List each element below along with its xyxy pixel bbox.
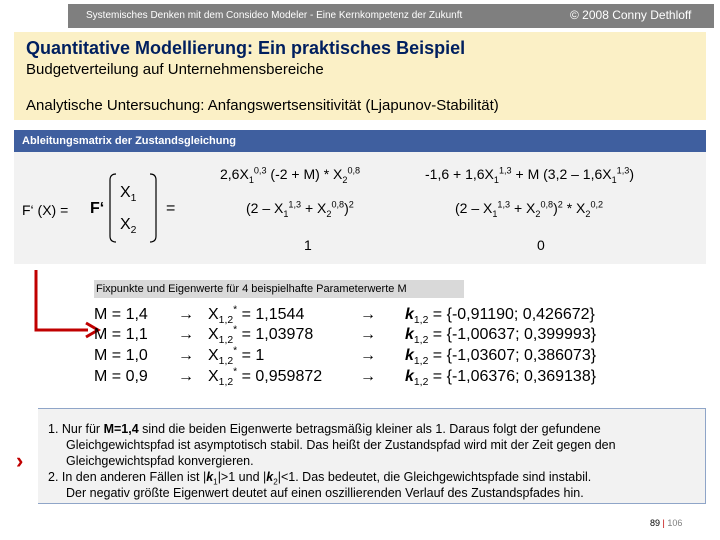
eigenvalues: $k_{1,2} = \{-1,03607$; 0,386073} [405,347,597,368]
vector-x2: $X_2$ [120,216,137,237]
eigenvalues: $k_{1,2} = \{-0,91190$; 0,426672} [405,306,595,327]
right-arrow-icon: → [360,326,376,343]
fixpoint-value: $X_{1,2}^* = 0,959872$ [208,366,323,389]
fprime-symbol: F‘ [90,200,105,217]
matrix-lhs: F‘ (X) = [22,202,69,218]
matrix-a11: $2,6X_1^{0,3}$ $(-2 + M) * X_2^{0,8}$ [220,165,361,185]
matrix-header: Ableitungsmatrix der Zustandsgleichung [22,135,236,147]
right-arrow-icon: → [178,326,194,343]
eigenvalues: $k_{1,2} = \{-1,06376$; 0,369138} [405,368,597,389]
vector-x1: $X_1$ [120,184,137,205]
row-m: M = 0,9 [94,368,148,385]
note-2-line-1: 2. In den anderen Fällen ist $|k_1|>1$ und $|k_2|<1$. Das bedeutet, die Gleichgewichtspfade sind instabil. [48,470,592,487]
matrix-equals: = [166,200,176,217]
arrow-icon [26,268,102,342]
chevron-right-icon: › [16,448,24,473]
right-arrow-icon: → [178,306,194,323]
matrix-a12-denominator: $(2 - X_1^{1,3} + X_2^{0,8})^2 * X_2^{0,2}$ [455,199,604,219]
note-2-line-2: Der negativ größte Eigenwert deutet auf einen oszillierenden Verlauf des Zustandspfades hin. [66,486,584,500]
fixpoints-header: Fixpunkte und Eigenwerte für 4 beispielhafte Parameterwerte M [96,283,407,295]
matrix-a12: $-1,6 + 1,6X_1^{1,3} + M$ $(3,2 - 1,6X_1^{1,3})$ [425,165,634,185]
row-m: M = 1,1 [94,326,148,343]
note-1-line-2: Gleichgewichtspfad ist asymptotisch stabil. Das heißt der Zustandspfad wird mit der Zeit gegen den [66,438,616,452]
eigenvalues: $k_{1,2} = \{-1,00637$; 0,399993} [405,326,597,347]
fixpoint-value: $X_{1,2}^* = 1,1544$ [208,304,305,327]
slide-subtitle: Budgetverteilung auf Unternehmensbereiche [26,61,324,78]
right-arrow-icon: → [178,347,194,364]
right-arrow-icon: → [178,368,194,385]
slide-title: Quantitative Modellierung: Ein praktisches Beispiel [26,38,466,58]
header-subtitle: Systemisches Denken mit dem Consideo Modeler - Eine Kernkompetenz der Zukunft [86,10,463,21]
matrix-a22: 0 [537,237,545,253]
copyright: © 2008 Conny Dethloff [570,8,692,22]
right-arrow-icon: → [360,368,376,385]
note-1-line-1: 1. Nur für M=1,4 sind die beiden Eigenwerte betragsmäßig kleiner als 1. Daraus folgt der gefundene [48,422,601,436]
right-arrow-icon: → [360,347,376,364]
row-m: M = 1,4 [94,306,148,323]
right-arrow-icon: → [360,306,376,323]
matrix-a11-denominator: $(2 - X_1^{1,3} + X_2^{0,8})^2$ [246,199,354,219]
fixpoint-value: $X_{1,2}^* = 1,03978$ [208,324,314,347]
row-m: M = 1,0 [94,347,148,364]
fixpoint-value: $X_{1,2}^* = 1$ [208,345,265,368]
analysis-heading: Analytische Untersuchung: Anfangswertsensitivität (Ljapunov-Stabilität) [26,97,499,114]
page-number: 89 | 106 [650,518,683,528]
note-1-line-3: Gleichgewichtspfad konvergieren. [66,454,254,468]
matrix-a21: 1 [304,237,312,253]
